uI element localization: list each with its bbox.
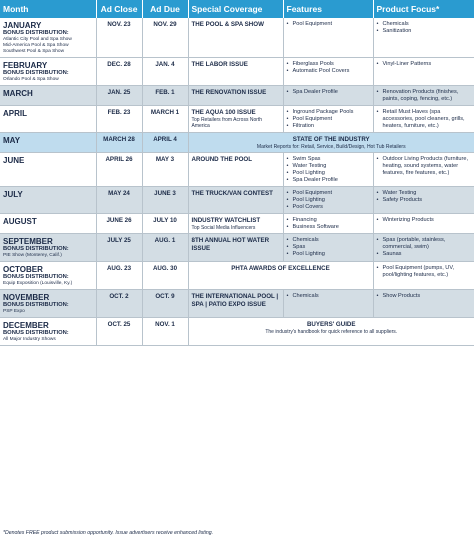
ad-close-date: OCT. 2 (96, 290, 142, 318)
header-product-focus: Product Focus* (373, 0, 474, 18)
ad-close-date: JAN. 25 (96, 86, 142, 106)
table-row-may (0, 133, 474, 153)
product-focus-list (377, 217, 472, 224)
header-ad-due: Ad Due (142, 0, 188, 18)
feature-item: • Filtration (287, 123, 370, 130)
feature-list (287, 89, 370, 96)
feature-item: • Chemicals (287, 237, 370, 244)
special-coverage-title: THE POOL & SPA SHOW (191, 21, 264, 28)
special-coverage-cell (188, 234, 283, 262)
bonus-event: PIE Show (Monterey, Calif.) (3, 253, 62, 258)
ad-due-date: AUG. 30 (142, 262, 188, 290)
feature-list (287, 61, 370, 75)
feature-list (287, 109, 370, 130)
special-coverage-note: Top Retailers from Across North America (191, 116, 263, 129)
product-focus-list (377, 190, 472, 204)
month-label: OCTOBER (3, 265, 43, 274)
month-label: AUGUST (3, 217, 37, 226)
product-focus-item: • Saunas (377, 251, 472, 258)
month-cell (0, 234, 96, 262)
header-ad-close: Ad Close (96, 0, 142, 18)
special-coverage-title: AROUND THE POOL (191, 156, 253, 163)
product-focus-list (377, 293, 472, 300)
bonus-distribution-label: BONUS DISTRIBUTION: (3, 30, 69, 36)
ad-due-date: JAN. 4 (142, 58, 188, 86)
table-row-october (0, 262, 474, 290)
special-coverage-title: THE TRUCK/VAN CONTEST (191, 190, 273, 197)
bonus-event: Orlando Pool & Spa Show (3, 77, 59, 82)
product-focus-list (377, 21, 472, 35)
feature-cell (283, 86, 373, 106)
ad-close-date: MAY 24 (96, 187, 142, 214)
header-month: Month (0, 0, 96, 18)
month-label: APRIL (3, 109, 27, 118)
feature-item: • Pool Lighting (287, 251, 370, 258)
feature-list (287, 190, 370, 211)
product-focus-cell (373, 153, 474, 187)
month-cell (0, 106, 96, 133)
special-coverage-span (188, 318, 474, 346)
header-features: Features (283, 0, 373, 18)
month-cell (0, 86, 96, 106)
month-cell (0, 318, 96, 346)
ad-due-date: MAY 3 (142, 153, 188, 187)
feature-item: • Water Testing (287, 163, 370, 170)
ad-close-date: DEC. 28 (96, 58, 142, 86)
feature-item: • Spa Dealer Profile (287, 89, 370, 96)
product-focus-cell (373, 106, 474, 133)
bonus-event: Atlantic City Pool and Spa Show (3, 37, 72, 42)
product-focus-item: • Vinyl-Liner Patterns (377, 61, 472, 68)
special-coverage-cell (188, 290, 283, 318)
header-special-coverage: Special Coverage (188, 0, 283, 18)
ad-due-date: AUG. 1 (142, 234, 188, 262)
product-focus-list (377, 109, 472, 130)
special-coverage-note: The industry's handbook for quick reference to all suppliers. (265, 329, 398, 335)
bonus-distribution-label: BONUS DISTRIBUTION: (3, 302, 69, 308)
feature-item: • Pool Equipment (287, 116, 370, 123)
feature-list (287, 237, 370, 258)
product-focus-list (377, 61, 472, 68)
ad-due-date: JUNE 3 (142, 187, 188, 214)
product-focus-item: • Show Products (377, 293, 472, 300)
table-row (0, 18, 474, 58)
special-coverage-title: INDUSTRY WATCHLIST (191, 217, 261, 224)
product-focus-list (377, 89, 472, 103)
ad-due-date: APRIL 4 (142, 133, 188, 153)
product-focus-item: • Outdoor Living Products (furniture, heating, sound systems, water features, fire features, etc.) (377, 156, 472, 177)
ad-due-date: NOV. 29 (142, 18, 188, 58)
special-coverage-title: THE RENOVATION ISSUE (191, 89, 267, 96)
ad-close-date: FEB. 23 (96, 106, 142, 133)
feature-cell (283, 153, 373, 187)
product-focus-item: • Retail Must Haves (spa accessories, pool cleaners, grills, heaters, furniture, etc.) (377, 109, 472, 130)
feature-item: • Pool Lighting (287, 197, 370, 204)
month-cell (0, 58, 96, 86)
footnote: *Denotes FREE product submission opportunity. Issue advertisers receive enhanced listing. (3, 530, 214, 536)
month-label: NOVEMBER (3, 293, 50, 302)
month-cell (0, 153, 96, 187)
special-coverage-title: BUYERS' GUIDE (306, 321, 356, 328)
table-row (0, 106, 474, 133)
special-coverage-cell (188, 86, 283, 106)
feature-cell (283, 58, 373, 86)
bonus-event: Southwest Pool & Spa Show (3, 49, 65, 54)
feature-item: • Swim Spas (287, 156, 370, 163)
feature-item: • Business Software (287, 224, 370, 231)
ad-close-date: OCT. 25 (96, 318, 142, 346)
feature-item: • Pool Covers (287, 204, 370, 211)
feature-item: • Pool Equipment (287, 21, 370, 28)
table-row (0, 153, 474, 187)
month-cell (0, 187, 96, 214)
month-cell (0, 262, 96, 290)
special-coverage-span (188, 133, 474, 153)
special-coverage-span (188, 262, 373, 290)
ad-close-date: MARCH 28 (96, 133, 142, 153)
product-focus-list (377, 156, 472, 177)
product-focus-cell (373, 18, 474, 58)
product-focus-cell (373, 187, 474, 214)
special-coverage-note: Market Reports for: Retail, Service, Build/Design, Hot Tub Retailers (256, 144, 406, 150)
ad-due-date: MARCH 1 (142, 106, 188, 133)
special-coverage-title: 8TH ANNUAL HOT WATER ISSUE (191, 237, 270, 252)
ad-close-date: APRIL 26 (96, 153, 142, 187)
feature-list (287, 217, 370, 231)
bonus-event: PSP Expo (3, 309, 25, 314)
ad-due-date: JULY 10 (142, 214, 188, 234)
special-coverage-title: THE AQUA 100 ISSUE (191, 109, 256, 116)
month-label: FEBRUARY (3, 61, 48, 70)
feature-item: • Spas (287, 244, 370, 251)
table-row-december (0, 318, 474, 346)
table-row (0, 290, 474, 318)
special-coverage-cell (188, 187, 283, 214)
feature-list (287, 293, 370, 300)
bonus-distribution-label: BONUS DISTRIBUTION: (3, 70, 69, 76)
product-focus-list (377, 265, 472, 279)
feature-cell (283, 290, 373, 318)
bonus-distribution-label: BONUS DISTRIBUTION: (3, 330, 69, 336)
month-cell (0, 214, 96, 234)
product-focus-item: • Pool Equipment (pumps, UV, pool/lighting features, etc.) (377, 265, 472, 279)
feature-item: • Pool Equipment (287, 190, 370, 197)
feature-item: • Pool Lighting (287, 170, 370, 177)
bonus-event: All Major Industry Shows (3, 337, 56, 342)
product-focus-item: • Renovation Products (finishes, paints, coping, fencing, etc.) (377, 89, 472, 103)
special-coverage-cell (188, 18, 283, 58)
header-row (0, 0, 474, 18)
product-focus-cell (373, 214, 474, 234)
month-label: MARCH (3, 89, 33, 98)
bonus-distribution-label: BONUS DISTRIBUTION: (3, 274, 69, 280)
table-row (0, 187, 474, 214)
ad-close-date: NOV. 23 (96, 18, 142, 58)
month-label: JUNE (3, 156, 25, 165)
feature-item: • Fiberglass Pools (287, 61, 370, 68)
feature-cell (283, 214, 373, 234)
feature-cell (283, 234, 373, 262)
ad-due-date: OCT. 9 (142, 290, 188, 318)
ad-close-date: JULY 25 (96, 234, 142, 262)
table-row (0, 86, 474, 106)
month-cell (0, 290, 96, 318)
special-coverage-cell (188, 214, 283, 234)
feature-item: • Financing (287, 217, 370, 224)
ad-due-date: NOV. 1 (142, 318, 188, 346)
bonus-event: Equip Exposition (Louisville, Ky.) (3, 281, 73, 286)
special-coverage-cell (188, 58, 283, 86)
feature-item: • Inground Package Pools (287, 109, 370, 116)
feature-cell (283, 187, 373, 214)
table-row (0, 234, 474, 262)
month-cell (0, 18, 96, 58)
product-focus-cell (373, 86, 474, 106)
month-label: JULY (3, 190, 23, 199)
month-label: DECEMBER (3, 321, 49, 330)
ad-close-date: AUG. 23 (96, 262, 142, 290)
feature-item: • Spa Dealer Profile (287, 177, 370, 184)
month-label: SEPTEMBER (3, 237, 53, 246)
month-cell (0, 133, 96, 153)
special-coverage-cell (188, 153, 283, 187)
ad-due-date: FEB. 1 (142, 86, 188, 106)
feature-cell (283, 18, 373, 58)
ad-close-date: JUNE 26 (96, 214, 142, 234)
product-focus-item: • Safety Products (377, 197, 472, 204)
product-focus-item: • Winterizing Products (377, 217, 472, 224)
feature-item: • Automatic Pool Covers (287, 68, 370, 75)
table-row (0, 214, 474, 234)
product-focus-item: • Chemicals (377, 21, 472, 28)
product-focus-item: • Water Testing (377, 190, 472, 197)
special-coverage-title: STATE OF THE INDUSTRY (292, 136, 370, 143)
bonus-event: Mid-America Pool & Spa Show (3, 43, 69, 48)
feature-list (287, 156, 370, 184)
feature-list (287, 21, 370, 28)
product-focus-cell (373, 290, 474, 318)
special-coverage-title: THE INTERNATIONAL POOL | SPA | PATIO EXPO ISSUE (191, 293, 279, 308)
special-coverage-title: PHTA AWARDS OF EXCELLENCE (231, 265, 330, 272)
product-focus-item: • Sanitization (377, 28, 472, 35)
feature-item: • Chemicals (287, 293, 370, 300)
month-label: JANUARY (3, 21, 42, 30)
special-coverage-title: THE LABOR ISSUE (191, 61, 248, 68)
product-focus-cell (373, 262, 474, 290)
product-focus-list (377, 237, 472, 258)
product-focus-cell (373, 58, 474, 86)
special-coverage-note: Top Social Media Influencers (191, 224, 256, 231)
product-focus-cell (373, 234, 474, 262)
table-row (0, 58, 474, 86)
special-coverage-cell (188, 106, 283, 133)
feature-cell (283, 106, 373, 133)
month-label: MAY (3, 136, 21, 145)
bonus-distribution-label: BONUS DISTRIBUTION: (3, 246, 69, 252)
product-focus-item: • Spas (portable, stainless, commercial, swim) (377, 237, 472, 251)
